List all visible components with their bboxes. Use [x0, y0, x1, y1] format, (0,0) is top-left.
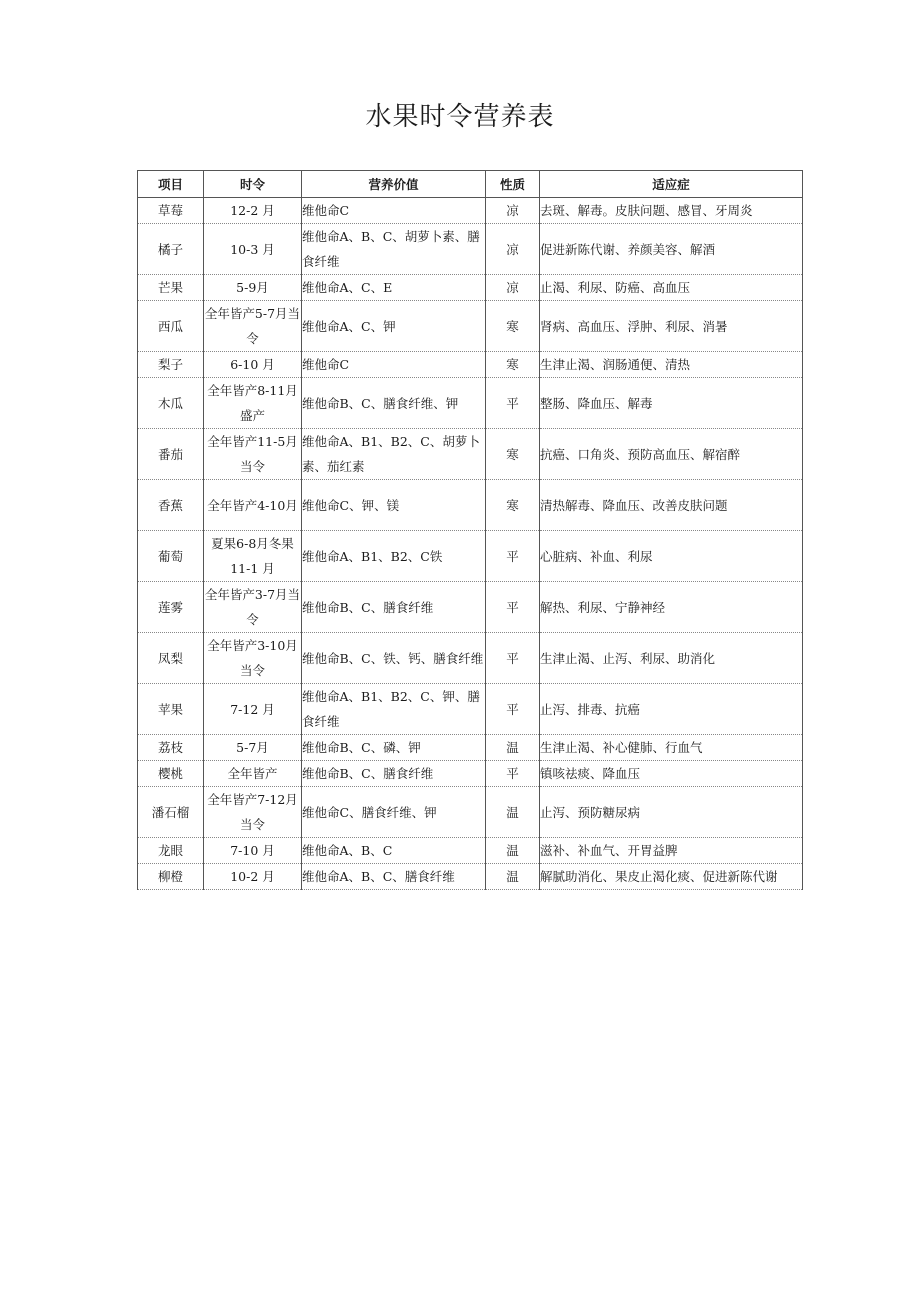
page-title: 水果时令营养表 — [365, 102, 555, 132]
fruit-name-cell: 西瓜 — [138, 301, 204, 352]
table-row — [138, 531, 803, 582]
fruit-name-cell: 苹果 — [138, 684, 204, 735]
table-row — [138, 275, 803, 301]
fruit-name-cell: 橘子 — [138, 224, 204, 275]
table-row — [138, 224, 803, 275]
nature-cell: 平 — [486, 531, 540, 582]
season-cell: 全年皆产 — [204, 761, 302, 787]
nutrition-cell: 维他命B、C、膳食纤维 — [302, 582, 486, 633]
fruit-name-cell: 香蕉 — [138, 480, 204, 531]
symptoms-cell: 清热解毒、降血压、改善皮肤问题 — [540, 480, 803, 531]
symptoms-cell: 去斑、解毒。皮肤问题、感冒、牙周炎 — [540, 198, 803, 224]
header-season: 时令 — [204, 171, 302, 198]
nutrition-cell: 维他命A、B1、B2、C、胡萝卜素、茄红素 — [302, 429, 486, 480]
nature-cell: 凉 — [486, 275, 540, 301]
fruit-name-cell: 潘石榴 — [138, 787, 204, 838]
nature-cell: 温 — [486, 864, 540, 890]
nature-cell: 平 — [486, 378, 540, 429]
fruit-name-cell: 柳橙 — [138, 864, 204, 890]
header-nature: 性质 — [486, 171, 540, 198]
nutrition-cell: 维他命B、C、铁、钙、膳食纤维 — [302, 633, 486, 684]
season-cell: 夏果6-8月冬果11-1 月 — [204, 531, 302, 582]
symptoms-cell: 生津止渴、润肠通便、清热 — [540, 352, 803, 378]
nutrition-cell: 维他命C、钾、镁 — [302, 480, 486, 531]
nutrition-cell: 维他命B、C、膳食纤维 — [302, 761, 486, 787]
header-name: 项目 — [138, 171, 204, 198]
season-cell: 5-7月 — [204, 735, 302, 761]
nutrition-cell: 维他命C — [302, 198, 486, 224]
symptoms-cell: 整肠、降血压、解毒 — [540, 378, 803, 429]
symptoms-cell: 镇咳祛痰、降血压 — [540, 761, 803, 787]
nature-cell: 寒 — [486, 429, 540, 480]
table-row — [138, 633, 803, 684]
season-cell: 5-9月 — [204, 275, 302, 301]
table-row — [138, 582, 803, 633]
nutrition-cell: 维他命A、C、钾 — [302, 301, 486, 352]
season-cell: 6-10 月 — [204, 352, 302, 378]
season-cell: 7-12 月 — [204, 684, 302, 735]
season-cell: 全年皆产8-11月盛产 — [204, 378, 302, 429]
symptoms-cell: 抗癌、口角炎、预防高血压、解宿醉 — [540, 429, 803, 480]
nutrition-cell: 维他命A、B、C、胡萝卜素、膳食纤维 — [302, 224, 486, 275]
nature-cell: 寒 — [486, 480, 540, 531]
nutrition-cell: 维他命C、膳食纤维、钾 — [302, 787, 486, 838]
nature-cell: 平 — [486, 684, 540, 735]
header-nutrition: 营养价值 — [302, 171, 486, 198]
season-cell: 全年皆产4-10月 — [204, 480, 302, 531]
table-row — [138, 735, 803, 761]
table-row — [138, 301, 803, 352]
symptoms-cell: 促进新陈代谢、养颜美容、解酒 — [540, 224, 803, 275]
table-row — [138, 761, 803, 787]
season-cell: 10-2 月 — [204, 864, 302, 890]
symptoms-cell: 止泻、排毒、抗癌 — [540, 684, 803, 735]
symptoms-cell: 生津止渴、止泻、利尿、助消化 — [540, 633, 803, 684]
nutrition-cell: 维他命A、B1、B2、C、钾、膳食纤维 — [302, 684, 486, 735]
nutrition-cell: 维他命A、B、C、膳食纤维 — [302, 864, 486, 890]
season-cell: 全年皆产5-7月当令 — [204, 301, 302, 352]
table-row — [138, 787, 803, 838]
nutrition-cell: 维他命A、C、E — [302, 275, 486, 301]
symptoms-cell: 止泻、预防糖尿病 — [540, 787, 803, 838]
nature-cell: 寒 — [486, 352, 540, 378]
nature-cell: 寒 — [486, 301, 540, 352]
fruit-name-cell: 草莓 — [138, 198, 204, 224]
fruit-name-cell: 木瓜 — [138, 378, 204, 429]
season-cell: 10-3 月 — [204, 224, 302, 275]
fruit-name-cell: 龙眼 — [138, 838, 204, 864]
season-cell: 全年皆产11-5月当令 — [204, 429, 302, 480]
fruit-name-cell: 荔枝 — [138, 735, 204, 761]
season-cell: 全年皆产3-10月当令 — [204, 633, 302, 684]
season-cell: 7-10 月 — [204, 838, 302, 864]
symptoms-cell: 生津止渴、补心健肺、行血气 — [540, 735, 803, 761]
nature-cell: 凉 — [486, 224, 540, 275]
nature-cell: 凉 — [486, 198, 540, 224]
fruit-name-cell: 梨子 — [138, 352, 204, 378]
nutrition-cell: 维他命A、B1、B2、C铁 — [302, 531, 486, 582]
season-cell: 12-2 月 — [204, 198, 302, 224]
nature-cell: 平 — [486, 761, 540, 787]
header-symptoms: 适应症 — [540, 171, 803, 198]
symptoms-cell: 滋补、补血气、开胃益脾 — [540, 838, 803, 864]
symptoms-cell: 止渴、利尿、防癌、高血压 — [540, 275, 803, 301]
fruit-name-cell: 樱桃 — [138, 761, 204, 787]
fruit-name-cell: 莲雾 — [138, 582, 204, 633]
fruit-nutrition-table — [137, 170, 803, 890]
nutrition-cell: 维他命A、B、C — [302, 838, 486, 864]
season-cell: 全年皆产3-7月当令 — [204, 582, 302, 633]
nutrition-cell: 维他命B、C、磷、钾 — [302, 735, 486, 761]
table-row — [138, 838, 803, 864]
nutrition-cell: 维他命C — [302, 352, 486, 378]
table-row — [138, 429, 803, 480]
table-row — [138, 198, 803, 224]
nature-cell: 温 — [486, 787, 540, 838]
fruit-name-cell: 番茄 — [138, 429, 204, 480]
nature-cell: 温 — [486, 735, 540, 761]
table-row — [138, 352, 803, 378]
symptoms-cell: 肾病、高血压、浮肿、利尿、消暑 — [540, 301, 803, 352]
symptoms-cell: 解腻助消化、果皮止渴化痰、促进新陈代谢 — [540, 864, 803, 890]
nature-cell: 温 — [486, 838, 540, 864]
nutrition-cell: 维他命B、C、膳食纤维、钾 — [302, 378, 486, 429]
nature-cell: 平 — [486, 582, 540, 633]
table-row — [138, 684, 803, 735]
header-row — [138, 171, 803, 198]
fruit-name-cell: 凤梨 — [138, 633, 204, 684]
symptoms-cell: 心脏病、补血、利尿 — [540, 531, 803, 582]
nature-cell: 平 — [486, 633, 540, 684]
fruit-name-cell: 葡萄 — [138, 531, 204, 582]
table-row — [138, 864, 803, 890]
table-row — [138, 378, 803, 429]
fruit-name-cell: 芒果 — [138, 275, 204, 301]
season-cell: 全年皆产7-12月当令 — [204, 787, 302, 838]
table-row — [138, 480, 803, 531]
symptoms-cell: 解热、利尿、宁静神经 — [540, 582, 803, 633]
